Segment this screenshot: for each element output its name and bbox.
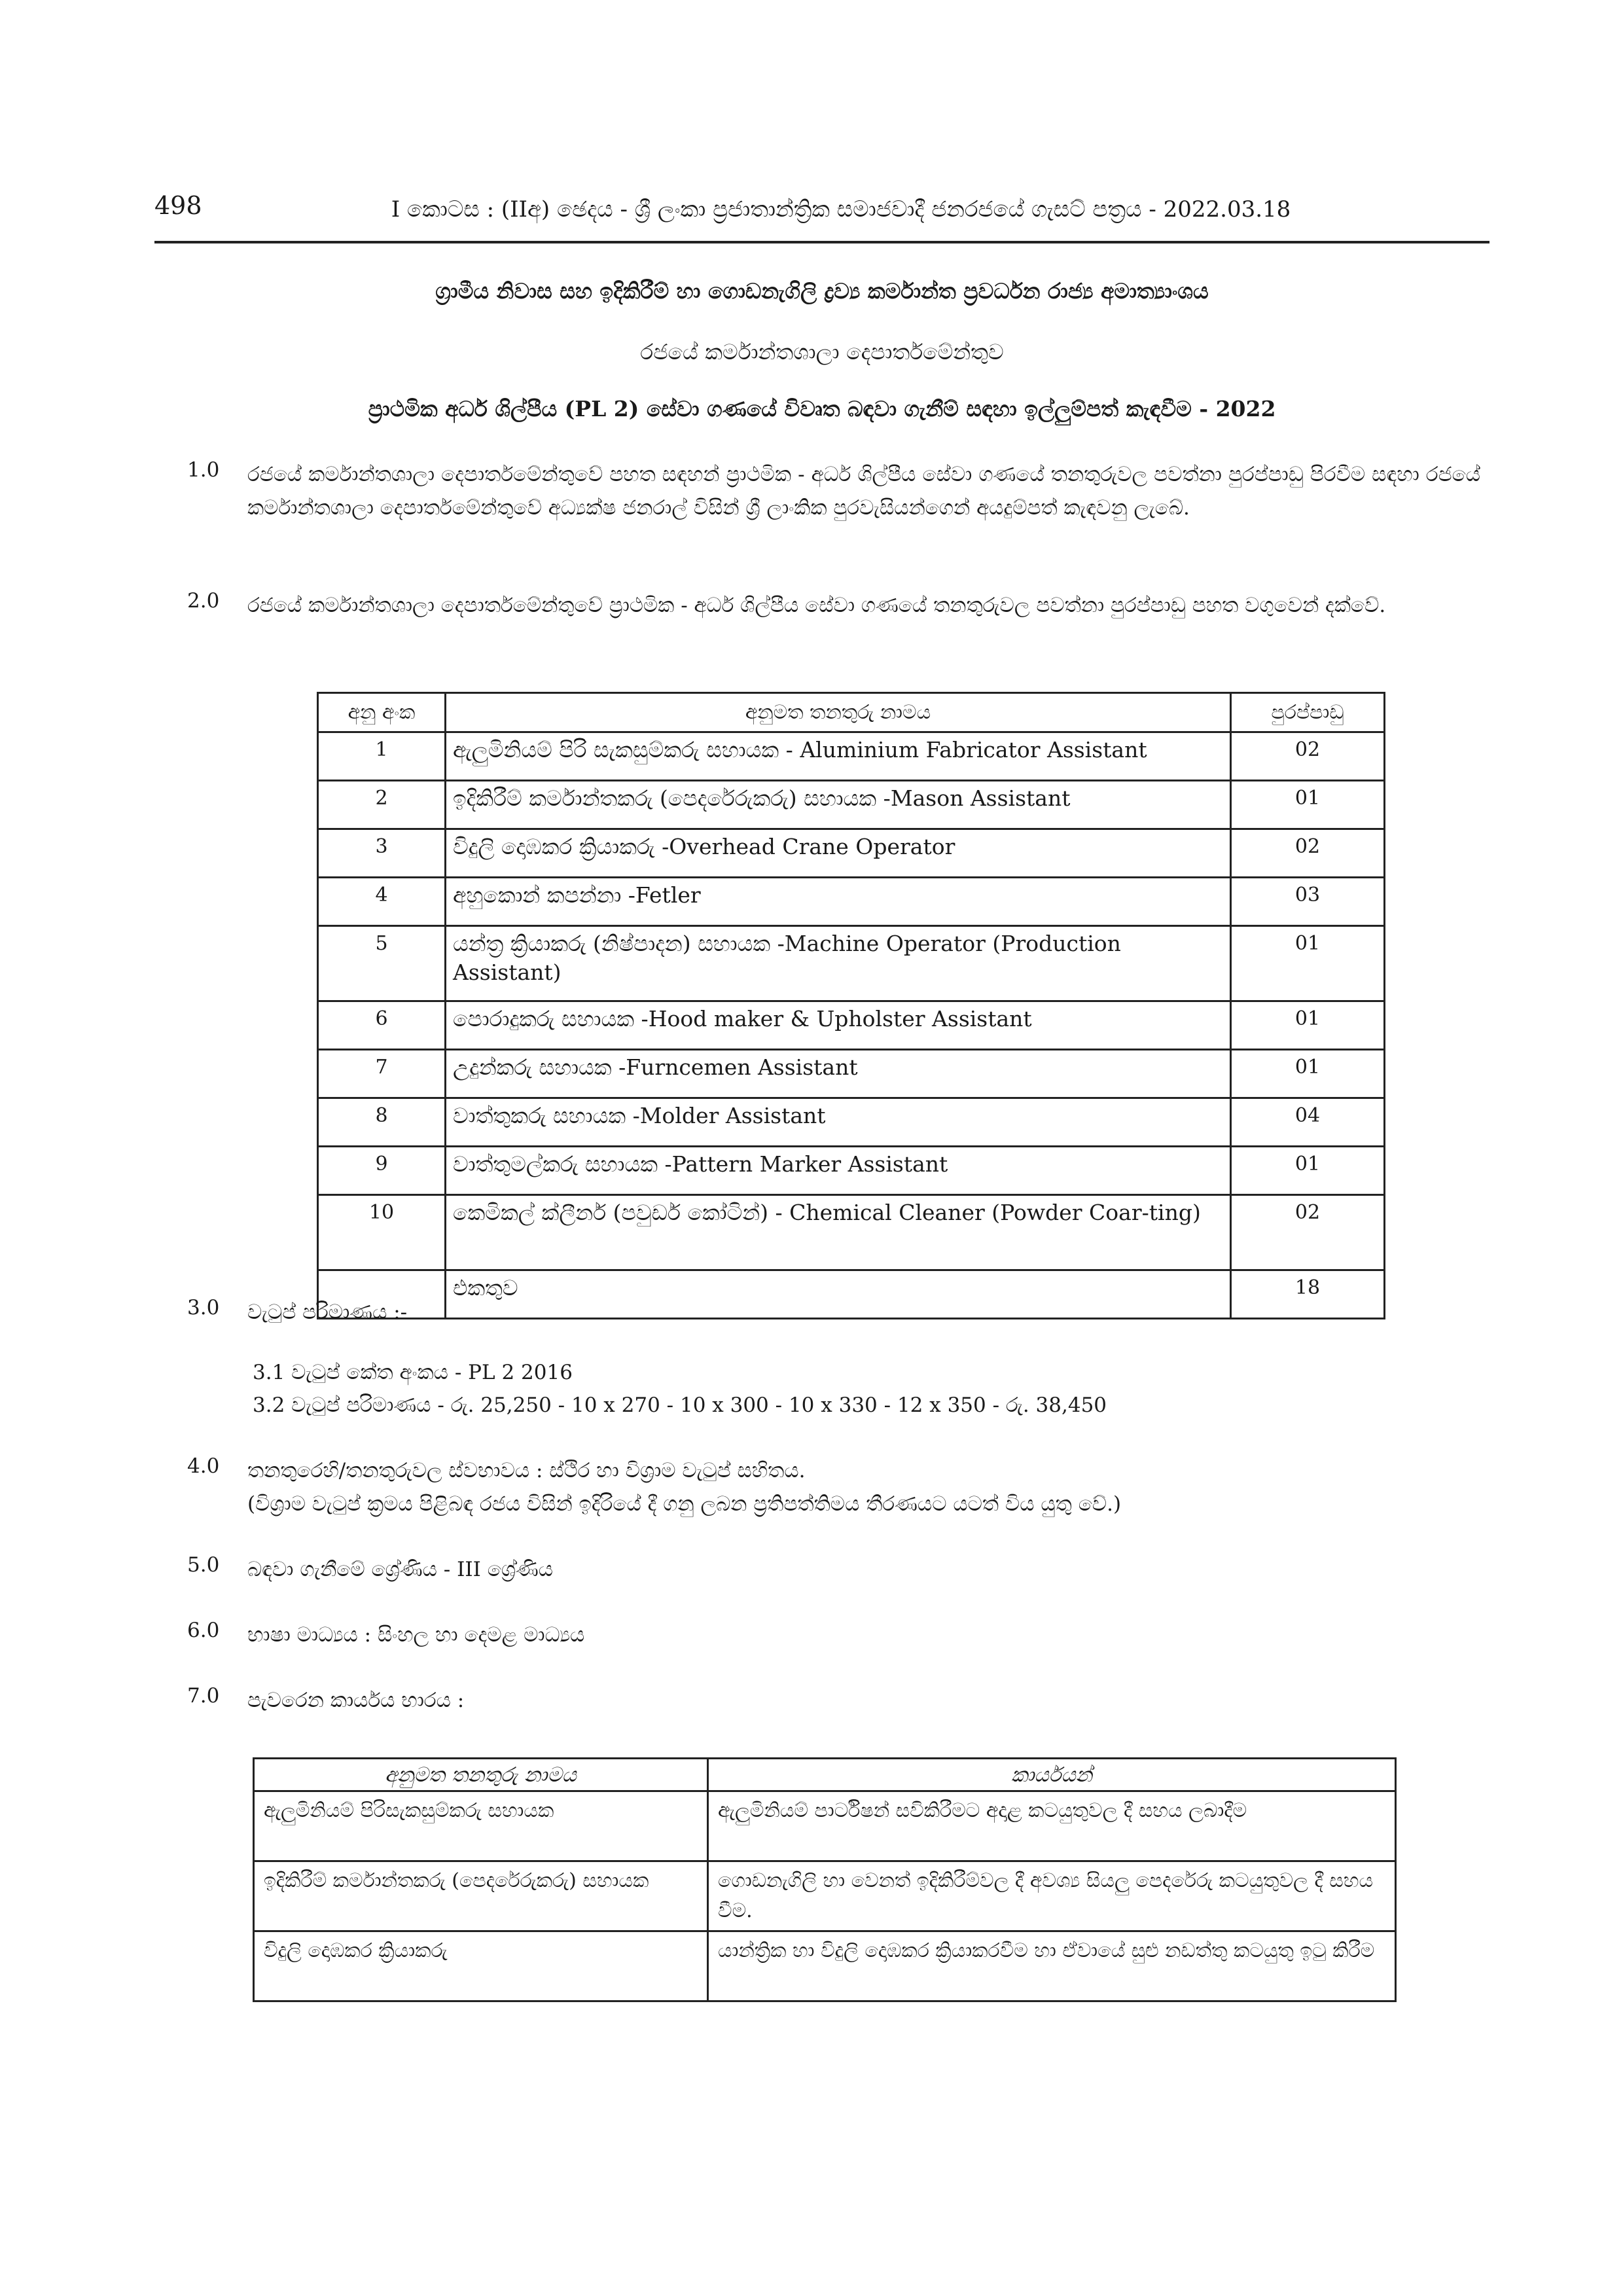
row-duty: ගොඩනැගිලි හා වෙනත් ඉදිකිරීම්වල දී අවශ්‍ය සියලු පෙදරේරු කටයුතුවල දී සහය වීම. (708, 1861, 1396, 1931)
row-vacancies: 01 (1231, 926, 1385, 1001)
row-vacancies: 01 (1231, 781, 1385, 829)
col-header-number: අනු අංක (318, 693, 446, 732)
table-header-row (318, 693, 1385, 732)
row-number: 6 (318, 1001, 446, 1050)
row-duty: යාන්ත්‍රික හා විදුලි දොඹකර ක්‍රියාකරවීම හා ඒවායේ සුළු නඩත්තු කටයුතු ඉටු කිරීම (708, 1931, 1396, 2001)
row-vacancies: 03 (1231, 878, 1385, 926)
total-value: 18 (1231, 1270, 1385, 1319)
table-row (318, 1050, 1385, 1098)
row-title: පොරාදුකරු සහායක -Hood maker & Upholster Assistant (446, 1001, 1231, 1050)
row-vacancies: 01 (1231, 1050, 1385, 1098)
col-header-title: අනුමත තනතුරු නාමය (254, 1759, 708, 1791)
section-number: 1.0 (187, 458, 220, 482)
col-header-title: අනුමත තනතුරු නාමය (446, 693, 1231, 732)
row-title: විදුලි දොඹකර ක්‍රියාකරු (254, 1931, 708, 2001)
row-title: වාත්තුමල්කරු සහායක -Pattern Marker Assistant (446, 1147, 1231, 1195)
row-number: 4 (318, 878, 446, 926)
section-text: වැටුප් පරිමාණය :- (247, 1300, 408, 1324)
row-vacancies: 01 (1231, 1147, 1385, 1195)
pension-note: (විශ්‍රාම වැටුප් ක්‍රමය පිළිබඳ රජය විසින් ඉදිරියේ දී ගනු ලබන ප්‍රතිපත්තිමය තීරණයට යටත් විය යුතු වේ.) (247, 1492, 1122, 1516)
row-number: 7 (318, 1050, 446, 1098)
running-header: I කොටස : (IIඅ) ඡෙදය - ශ්‍රී ලංකා ප්‍රජාතාන්ත්‍රික සමාජවාදී ජනරජයේ ගැසට් පත්‍රය - 2022.03.18 (391, 196, 1291, 223)
table-row (318, 1195, 1385, 1270)
section-text: පැවරෙන කාර්යය භාරය : (247, 1689, 465, 1712)
row-number: 3 (318, 829, 446, 878)
row-title: උදුන්කරු සහායක -Furncemen Assistant (446, 1050, 1231, 1098)
table-row (318, 1001, 1385, 1050)
section-text: භාෂා මාධ්‍යය : සිංහල හා දෙමළ මාධ්‍යය (247, 1623, 585, 1647)
row-title: ඉදිකිරීම් කර්මාන්තකරු (පෙදරේරුකරු) සහායක -Mason Assistant (446, 781, 1231, 829)
col-header-vacancies: පුරප්පාඩු (1231, 693, 1385, 732)
table-row (254, 1791, 1396, 1861)
row-vacancies: 01 (1231, 1001, 1385, 1050)
row-title: යන්ත්‍ර ක්‍රියාකරු (නිෂ්පාදන) සහායක -Machine Operator (Production Assistant) (446, 926, 1231, 1001)
section-text: රජයේ කර්මාන්තශාලා දෙපාර්තමේන්තුවේ ප්‍රාථමික - අර්ධ ශිල්පීය සේවා ගණයේ තනතුරුවල පවත්නා පුරප්පාඩු පහත වගුවෙන් දක්වේ. (247, 594, 1386, 617)
table-row (318, 732, 1385, 781)
section-number: 5.0 (187, 1553, 220, 1577)
row-number: 10 (318, 1195, 446, 1270)
section-number: 2.0 (187, 589, 220, 613)
table-row (318, 829, 1385, 878)
table-row (318, 1098, 1385, 1147)
table-row (318, 1147, 1385, 1195)
row-vacancies: 02 (1231, 829, 1385, 878)
salary-code: 3.1 වැටුප් කේත අංකය - PL 2 2016 (253, 1361, 573, 1384)
page-number: 498 (154, 191, 202, 220)
table-row (254, 1931, 1396, 2001)
row-title: විදුලි දොඹකර ක්‍රියාකරු -Overhead Crane Operator (446, 829, 1231, 878)
row-title: ඇලුමිනියම් පිරිසැකසුම්කරු සහායක (254, 1791, 708, 1861)
table-row (318, 781, 1385, 829)
section-text: රජයේ කර්මාන්තශාලා දෙපාර්තමේන්තුවේ පහත සඳහන් ප්‍රාථමික - අර්ධ ශිල්පීය සේවා ගණයේ තනතුරුවල පවත්නා පුරප්පාඩු පිරවීම සඳහා රජයේ කර්මාන්තශාලා දෙපාර්තමේන්තුවේ අධ්‍යක්ෂ ජනරාල් විසින් ශ්‍රී ලාංකික පුරවැසියන්ගෙන් අයදුම්පත් කැඳවනු ලැබේ. (247, 463, 1480, 520)
section-number: 4.0 (187, 1454, 220, 1478)
row-title: කෙමිකල් ක්ලීනර් (පවුඩර් කෝටින්) - Chemical Cleaner (Powder Coar-ting) (446, 1195, 1231, 1270)
row-number: 2 (318, 781, 446, 829)
row-number: 8 (318, 1098, 446, 1147)
row-number: 1 (318, 732, 446, 781)
col-header-duties: කාර්යයන් (708, 1759, 1396, 1791)
header-divider (154, 241, 1489, 243)
row-number: 5 (318, 926, 446, 1001)
row-duty: ඇලුමිනියම් පාර්ටිෂන් සවිකිරීමට අදාළ කටයුතුවල දී සහය ලබාදීම (708, 1791, 1396, 1861)
section-text: තනතුරෙහි/තනතුරුවල ස්වභාවය : ස්ථිර හා විශ්‍රාම වැටුප් සහිතය. (247, 1459, 806, 1482)
table-header-row (254, 1759, 1396, 1791)
section-number: 6.0 (187, 1619, 220, 1642)
vacancies-table (317, 692, 1385, 1319)
section-number: 7.0 (187, 1684, 220, 1708)
table-row (254, 1861, 1396, 1931)
row-vacancies: 04 (1231, 1098, 1385, 1147)
row-title: ඉදිකිරීම් කර්මාන්තකරු (පෙදරේරුකරු) සහායක (254, 1861, 708, 1931)
row-vacancies: 02 (1231, 1195, 1385, 1270)
row-vacancies: 02 (1231, 732, 1385, 781)
department-title: රජයේ කර්මාන්තශාලා දෙපාර්තමේන්තුව (640, 339, 1004, 365)
notice-title: ප්‍රාථමික අර්ධ ශිල්පීය (PL 2) සේවා ගණයේ විවෘත බඳවා ගැනීම් සඳහා ඉල්ලුම්පත් කැඳවීම - 2022 (368, 396, 1276, 422)
section-text: බඳවා ගැනීමේ ශ්‍රේණිය - III ශ්‍රේණිය (247, 1558, 554, 1581)
row-number: 9 (318, 1147, 446, 1195)
section-number: 3.0 (187, 1296, 220, 1319)
salary-scale: 3.2 වැටුප් පරිමාණය - රු. 25,250 - 10 x 270 - 10 x 300 - 10 x 330 - 12 x 350 - රු. 38,450 (253, 1393, 1107, 1417)
ministry-title: ග්‍රාමීය නිවාස සහ ඉදිකිරීම් හා ගොඩනැගිලි ද්‍රව්‍ය කර්මාන්ත ප්‍රවර්ධන රාජ්‍ය අමාත්‍යාංශය (435, 278, 1209, 304)
table-row (318, 926, 1385, 1001)
row-title: ඇලුමිනියම් පිරි සැකසුම්කරු සහායක - Aluminium Fabricator Assistant (446, 732, 1231, 781)
row-title: වාත්තුකරු සහායක -Molder Assistant (446, 1098, 1231, 1147)
duties-table (253, 1757, 1397, 2002)
table-row (318, 878, 1385, 926)
total-label: එකතුව (446, 1270, 1231, 1319)
row-title: අහුකොන් කපන්නා -Fetler (446, 878, 1231, 926)
